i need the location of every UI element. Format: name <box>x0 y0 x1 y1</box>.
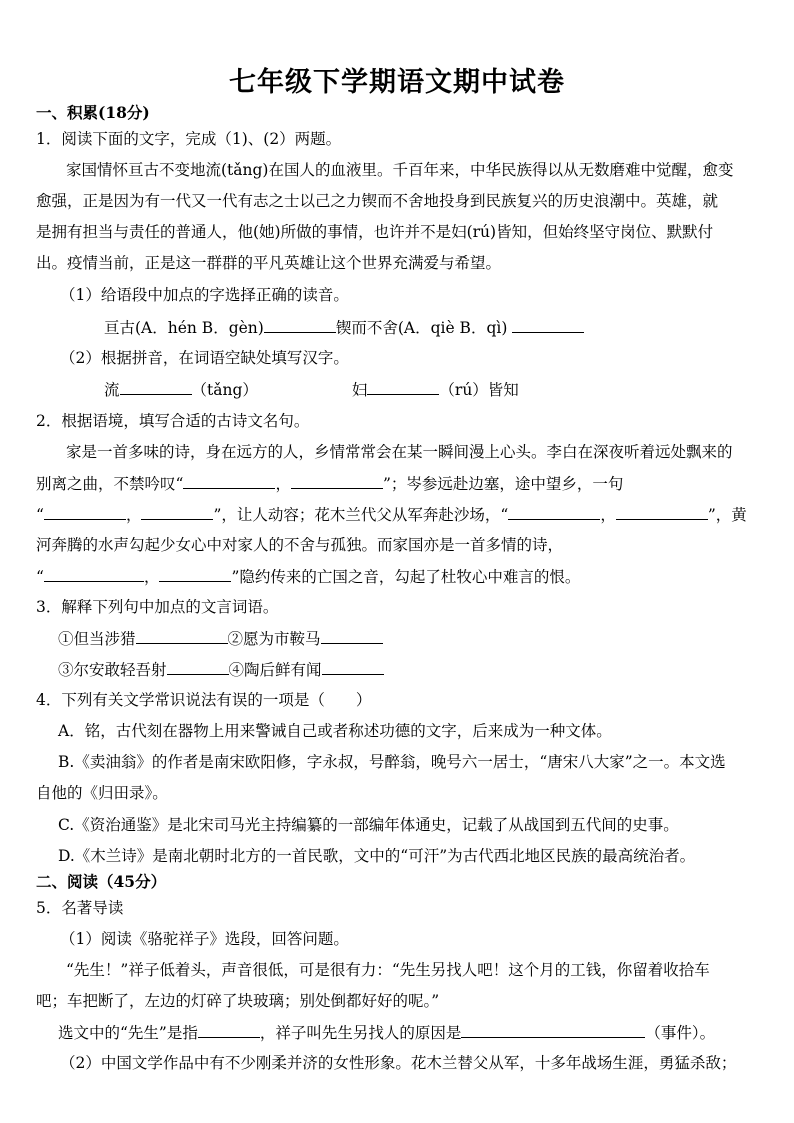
q5-sub1: （1）阅读《骆驼祥子》选段，回答问题。 <box>60 930 349 948</box>
q1-sub2-pinyin-a: （tǎng） <box>191 381 258 399</box>
q2-text: ”，黄 <box>707 506 747 524</box>
q5-question <box>58 1022 780 1043</box>
q2-text: “ <box>36 568 44 586</box>
q1-sub1: （1）给语段中加点的字选择正确的读音。 <box>60 286 349 304</box>
q1-paragraph-line: 家国情怀亘古不变地流(tǎng)在国人的血液里。千百年来，中华民族得以从无数磨难中觉醒，愈变 <box>66 161 734 179</box>
answer-blank[interactable] <box>159 566 231 582</box>
q4-option-d: D.《木兰诗》是南北朝时北方的一首民歌，文中的“可汗”为古代西北地区民族的最高统治者。 <box>58 847 696 865</box>
answer-blank[interactable] <box>322 659 384 675</box>
q1-paragraph-line: 出。疫情当前，正是这一群群的平凡英雄让这个世界充满爱与希望。 <box>36 254 502 272</box>
q3-item: ②愿为市鞍马 <box>227 630 321 648</box>
q1-sub1-option-a: 亘古(A．hén B．gèn) <box>104 319 264 337</box>
answer-blank[interactable] <box>321 628 383 644</box>
q1-sub2: （2）根据拼音，在词语空缺处填写汉字。 <box>60 349 349 367</box>
q2-text-line <box>36 473 758 494</box>
answer-blank[interactable] <box>136 628 228 644</box>
q5-text: （事件）。 <box>645 1024 716 1042</box>
q2-text: ， <box>125 506 142 524</box>
section-1-heading: 一、积累(18分) <box>36 103 150 122</box>
q1-stem: 1．阅读下面的文字，完成（1)、(2）两题。 <box>36 130 342 148</box>
q1-sub1-option-b: 锲而不舍(A．qiè B．qì) <box>335 319 508 337</box>
q1-sub2-items <box>104 379 754 400</box>
q2-text: “ <box>36 506 44 524</box>
answer-blank[interactable] <box>291 473 383 489</box>
q5-quote-line: 吧；车把断了，左边的灯碎了块玻璃；别处倒都好好的呢。” <box>36 992 440 1010</box>
q2-stem: 2．根据语境，填写合适的古诗文名句。 <box>36 412 310 430</box>
answer-blank[interactable] <box>461 1022 645 1038</box>
q1-sub2-char-b: 妇 <box>351 381 368 399</box>
q3-item: ③尔安敢轻吾射 <box>58 661 167 679</box>
q4-option-b-cont: 自他的《归田录》。 <box>36 784 168 802</box>
q2-text: ”隐约传来的亡国之音，勾起了杜牧心中难言的恨。 <box>231 568 581 586</box>
answer-blank[interactable] <box>167 659 229 675</box>
answer-blank[interactable] <box>367 379 439 395</box>
q2-text: ”；岑参远赴边塞，途中望乡，一句 <box>382 475 624 493</box>
answer-blank[interactable] <box>616 504 708 520</box>
q1-paragraph-line: 是拥有担当与责任的普通人，他(她)所做的事情，也许并不是妇(rú)皆知，但始终坚守岗位、默默付 <box>36 223 714 241</box>
q4-option-c: C.《资治通鉴》是北宋司马光主持编纂的一部编年体通史，记载了从战国到五代间的史事。 <box>58 816 679 834</box>
q3-items-row <box>58 628 780 649</box>
answer-blank[interactable] <box>512 317 584 333</box>
q3-stem: 3．解释下列句中加点的文言词语。 <box>36 598 279 616</box>
q3-item: ④陶后鲜有闻 <box>228 661 322 679</box>
page-title: 七年级下学期语文期中试卷 <box>229 67 565 98</box>
answer-blank[interactable] <box>508 504 600 520</box>
q1-sub2-char-a: 流 <box>104 381 120 399</box>
answer-blank[interactable] <box>141 504 213 520</box>
answer-blank[interactable] <box>198 1022 260 1038</box>
q4-stem: 4．下列有关文学常识说法有误的一项是（ ） <box>36 691 372 709</box>
q2-text: 别离之曲，不禁吟叹“ <box>36 475 184 493</box>
answer-blank[interactable] <box>44 566 144 582</box>
q2-text: ， <box>600 506 616 524</box>
q5-sub2: （2）中国文学作品中有不少刚柔并济的女性形象。花木兰替父从军，十多年战场生涯，勇猛杀敌； <box>60 1054 737 1072</box>
q5-text: 选文中的“先生”是指 <box>58 1024 198 1042</box>
q1-paragraph-line: 愈强，正是因为有一代又一代有志之士以己之力锲而不舍地投身到民族复兴的历史浪潮中。英雄，就 <box>36 192 719 210</box>
q5-stem: 5．名著导读 <box>36 899 124 917</box>
q2-text-line <box>36 504 758 525</box>
answer-blank[interactable] <box>120 379 192 395</box>
q4-option-a: A．铭，古代刻在器物上用来警诫自己或者称述功德的文字，后来成为一种文体。 <box>58 722 612 740</box>
q2-text: ”，让人动容；花木兰代父从军奔赴沙场，“ <box>213 506 509 524</box>
q2-text: ， <box>143 568 160 586</box>
q2-text-line: 家是一首多味的诗，身在远方的人，乡情常常会在某一瞬间漫上心头。李白在深夜听着远处飘来的 <box>66 443 733 461</box>
q3-items-row <box>58 659 780 680</box>
q5-text: ，祥子叫先生另找人的原因是 <box>259 1024 462 1042</box>
q3-item: ①但当涉猎 <box>58 630 136 648</box>
answer-blank[interactable] <box>183 473 275 489</box>
q2-text-line <box>36 566 758 587</box>
q1-sub2-pinyin-b: （rú）皆知 <box>439 381 519 399</box>
answer-blank[interactable] <box>44 504 126 520</box>
q2-text-line: 河奔腾的水声勾起少女心中对家人的不舍与孤独。而家国亦是一首多情的诗， <box>36 536 564 554</box>
section-2-heading: 二、阅读（45分） <box>36 872 167 891</box>
q4-option-b: B.《卖油翁》的作者是南宋欧阳修，字永叔，号醉翁，晚号六一居士，“唐宋八大家”之一。本文选 <box>58 753 726 771</box>
q5-quote-line: “先生！”祥子低着头，声音很低，可是很有力：“先生另找人吧！这个月的工钱，你留着收拾车 <box>66 961 710 979</box>
answer-blank[interactable] <box>264 317 336 333</box>
q1-sub1-options <box>104 317 754 338</box>
q2-text: ， <box>275 475 291 493</box>
